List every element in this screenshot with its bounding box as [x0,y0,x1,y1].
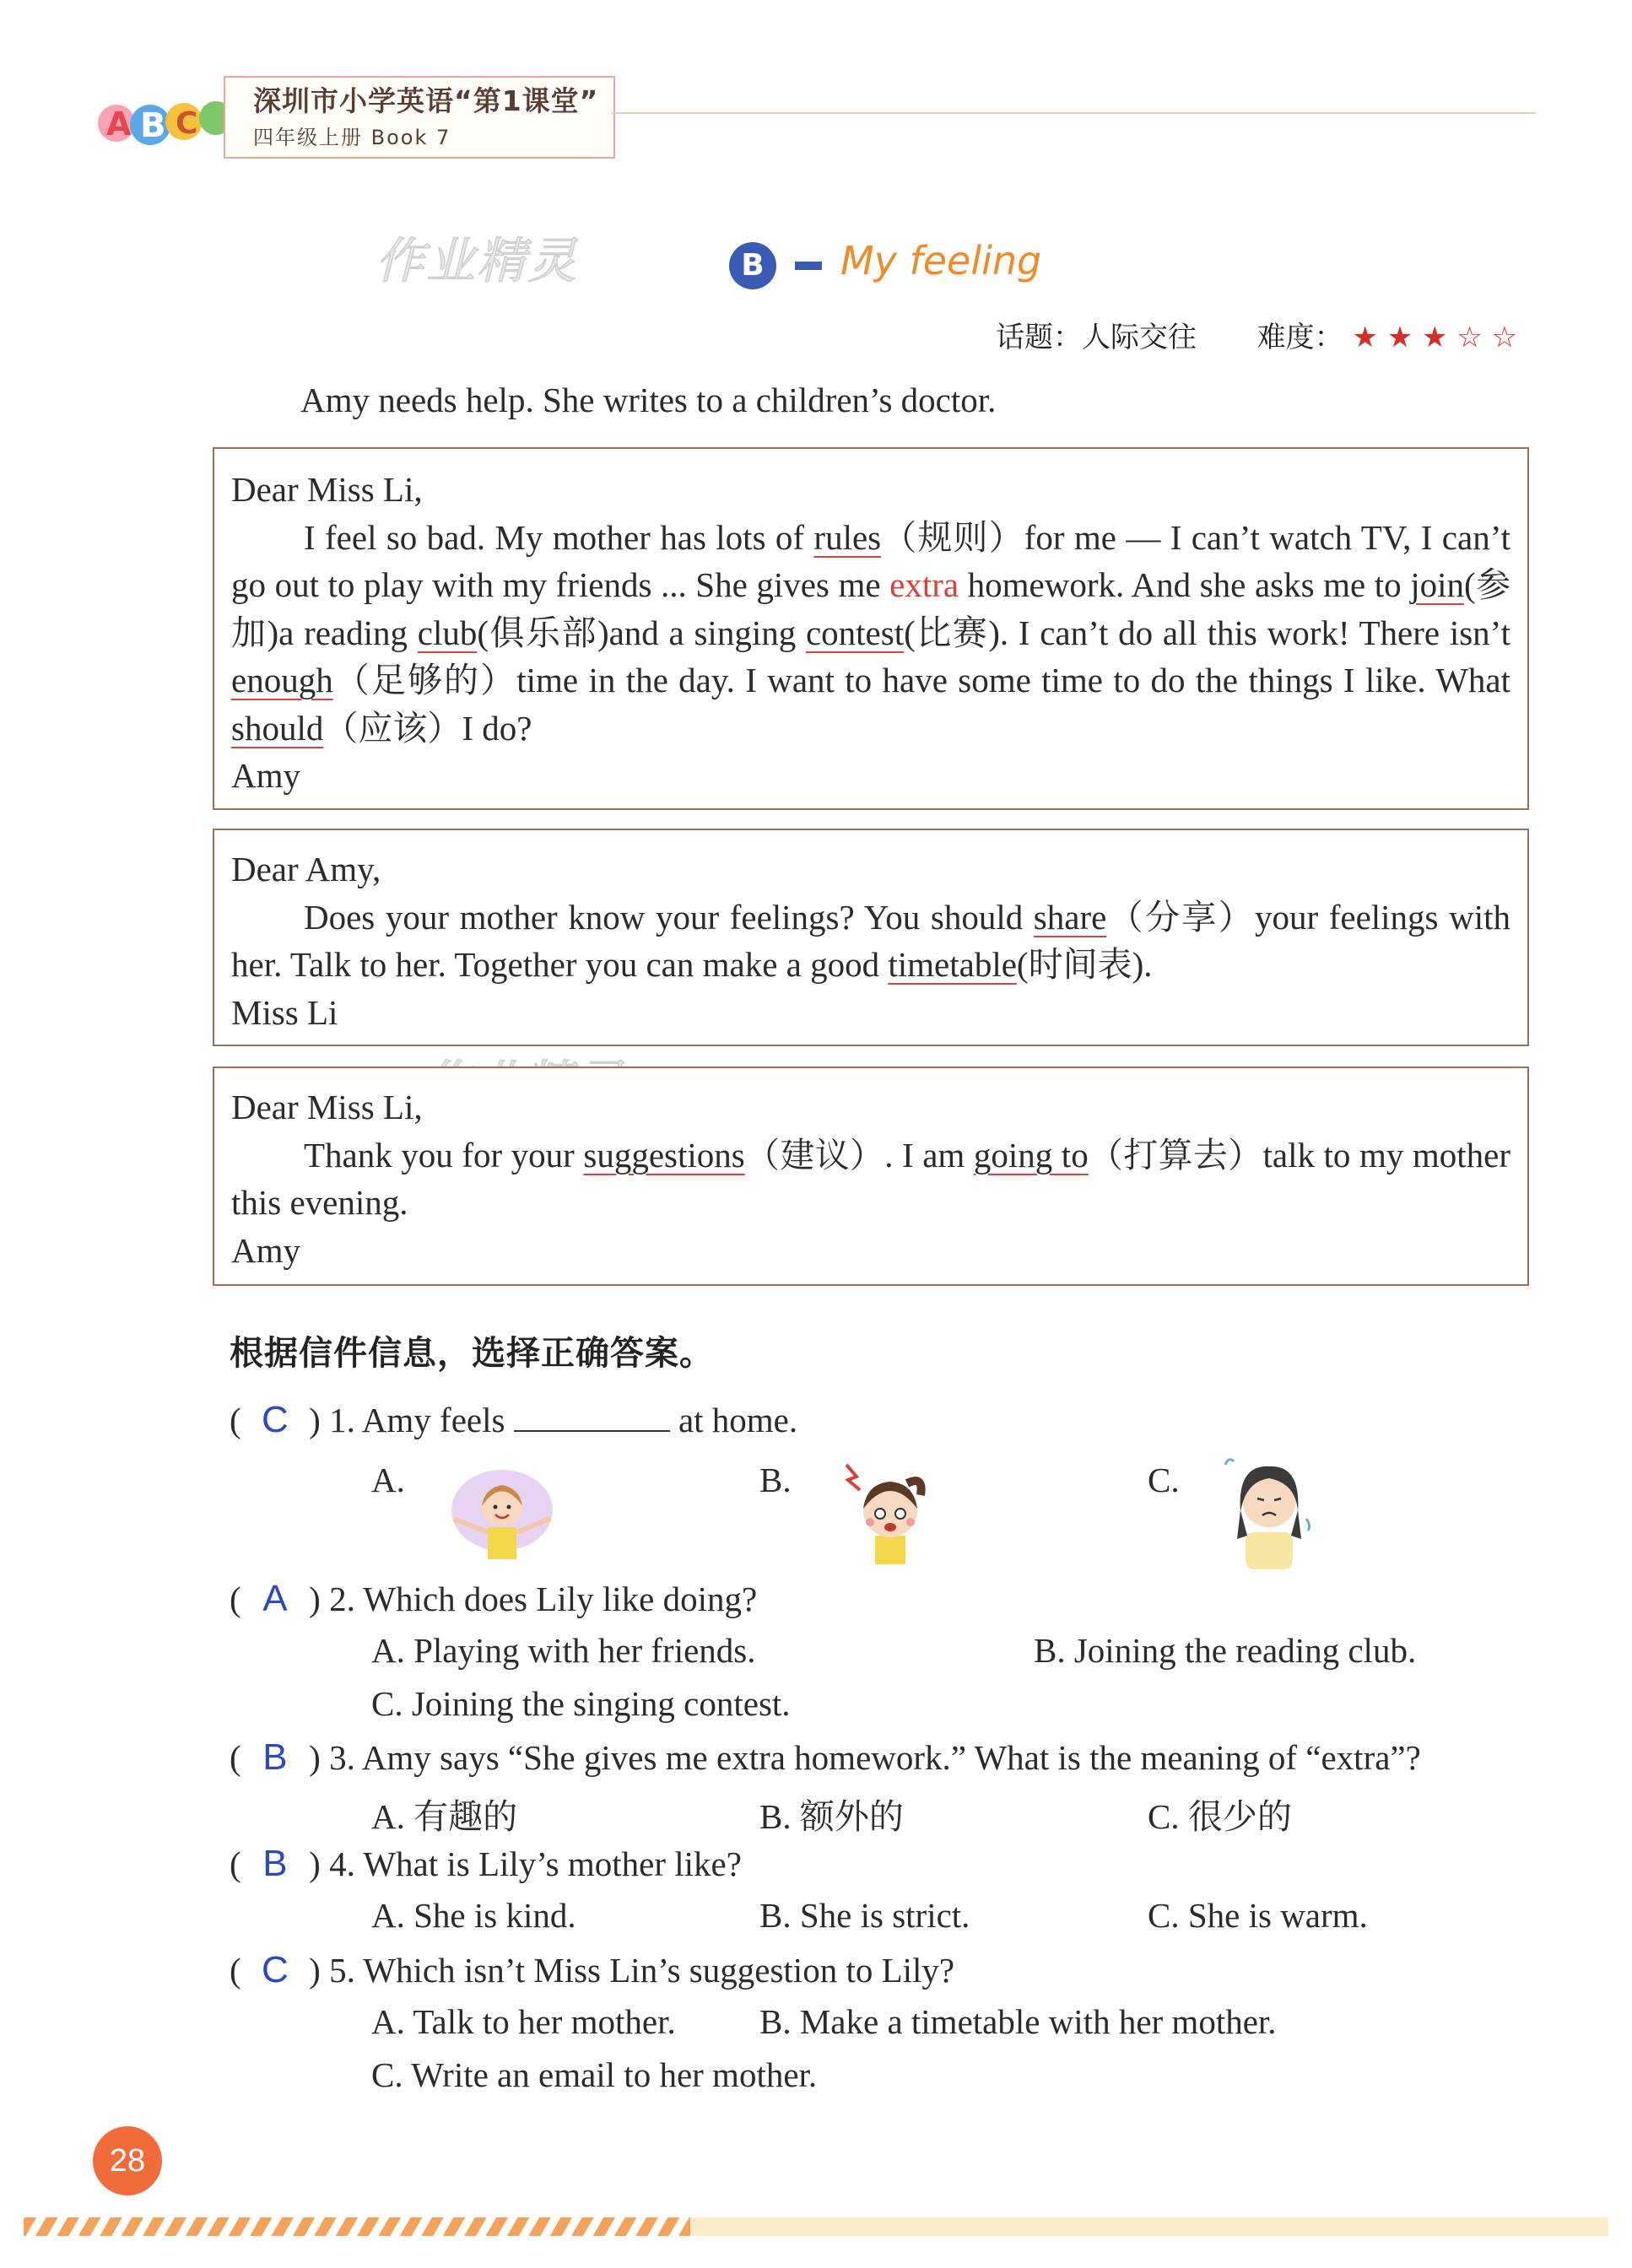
footer-stripes [24,2217,690,2236]
series-logo [93,84,245,160]
highlight-word: extra [889,565,959,604]
answer-1: C [262,1399,289,1440]
question-1: ( C ) 1. Amy feels at home. [230,1399,798,1440]
star-empty-icon: ☆ [1491,321,1518,354]
vocab-word: rules [813,517,882,557]
footer-band [690,2217,1608,2236]
intro-text: Amy needs help. She writes to a children’s doctor. [300,381,997,419]
letter-body: I feel so bad. My mother has lots of rules（规则）for me — I can’t watch TV, I can’t go out to play with my friends ... She gives me extra homework. And she asks me to join(参加)a reading club(俱乐部)and a singing contest(比赛). I can’t do all this work! There isn’t enough（足够的）time in the day. I want to have some time to do the things I like. What should（应该）I do? [231,517,1511,748]
angry-girl-illustration [840,1458,941,1566]
q5-option-a: A. Talk to her mother. [371,2002,676,2041]
header-rule [612,112,1536,114]
q5-option-c: C. Write an email to her mother. [371,2055,818,2094]
star-filled-icon: ★ [1386,321,1413,354]
answer-3: B [262,1736,288,1778]
q2-option-b: B. Joining the reading club. [1034,1631,1417,1670]
watermark: 作业精灵 [376,232,579,289]
vocab-word: join [1410,565,1465,604]
question-4: ( B ) 4. What is Lily’s mother like? [230,1843,742,1884]
q1-option-c-label: C. [1148,1461,1180,1499]
difficulty-label: 难度： [1256,321,1343,354]
q4-option-b: B. She is strict. [759,1896,970,1935]
svg-text:A: A [106,105,132,143]
section-title: My feeling [840,238,1042,284]
topic-difficulty [996,314,1517,355]
exercise-instruction: 根据信件信息，选择正确答案。 [230,1334,714,1373]
answer-5: C [262,1949,289,1990]
letter-miss-li-to-amy [213,829,1529,1046]
section-badge: B [729,242,776,289]
page-number: 28 [93,2126,162,2195]
book-label: 四年级上册 Book 7 [253,126,451,149]
star-filled-icon: ★ [1352,321,1378,354]
star-empty-icon: ☆ [1456,321,1483,354]
q3-option-a: A. 有趣的 [371,1797,518,1836]
letter-signature: Amy [231,756,300,795]
vocab-word: timetable [888,945,1017,984]
svg-text:C: C [176,106,198,141]
letter-greeting: Dear Amy, [231,850,381,888]
q3-option-c: C. 很少的 [1148,1797,1292,1836]
star-filled-icon: ★ [1422,321,1448,354]
q1-option-b-label: B. [759,1461,792,1499]
letter-greeting: Dear Miss Li, [231,1088,423,1126]
q3-option-b: B. 额外的 [759,1797,904,1836]
question-2: ( A ) 2. Which does Lily like doing? [230,1578,758,1619]
vocab-word: should [231,708,324,748]
topic-label: 话题：人际交往 [996,321,1197,354]
answer-2: A [262,1578,288,1619]
vocab-word: going to [973,1135,1089,1174]
series-title: 深圳市小学英语“第1课堂” [253,84,599,117]
difficulty-stars [1352,321,1517,354]
vocab-word: share [1033,897,1107,937]
answer-4: B [262,1843,288,1884]
vocab-word: enough [231,661,333,699]
vocab-word: club [417,613,478,652]
q1-option-a-label: A. [371,1461,405,1499]
q4-option-a: A. She is kind. [371,1896,576,1935]
letter-body: Does your mother know your feelings? You should share（分享）your feelings with her. Talk to her. Together you can make a good timetable(时间表). [231,897,1510,984]
svg-text:B: B [140,106,166,145]
vocab-word: contest [805,613,905,652]
letter-amy-to-miss-li [213,447,1529,810]
vocab-word: suggestions [583,1135,745,1174]
letter-signature: Amy [231,1230,300,1270]
sad-girl-illustration [1215,1444,1325,1571]
q2-option-c: C. Joining the singing contest. [371,1684,791,1723]
question-3: ( B ) 3. Amy says “She gives me extra homework.” What is the meaning of “extra”? [230,1736,1421,1778]
happy-girl-illustration [439,1468,565,1563]
answer-blank [514,1405,670,1432]
letter-amy-reply [213,1066,1529,1286]
q4-option-c: C. She is warm. [1148,1896,1368,1935]
q2-option-a: A. Playing with her friends. [371,1631,756,1670]
letter-signature: Miss Li [231,992,338,1032]
question-5: ( C ) 5. Which isn’t Miss Lin’s suggestion to Lily? [230,1949,955,1990]
letter-greeting: Dear Miss Li, [231,470,423,509]
section-dash [795,262,822,270]
letter-body: Thank you for your suggestions（建议）. I am going to（打算去）talk to my mother this evening. [231,1135,1511,1222]
q5-option-b: B. Make a timetable with her mother. [759,2002,1277,2041]
